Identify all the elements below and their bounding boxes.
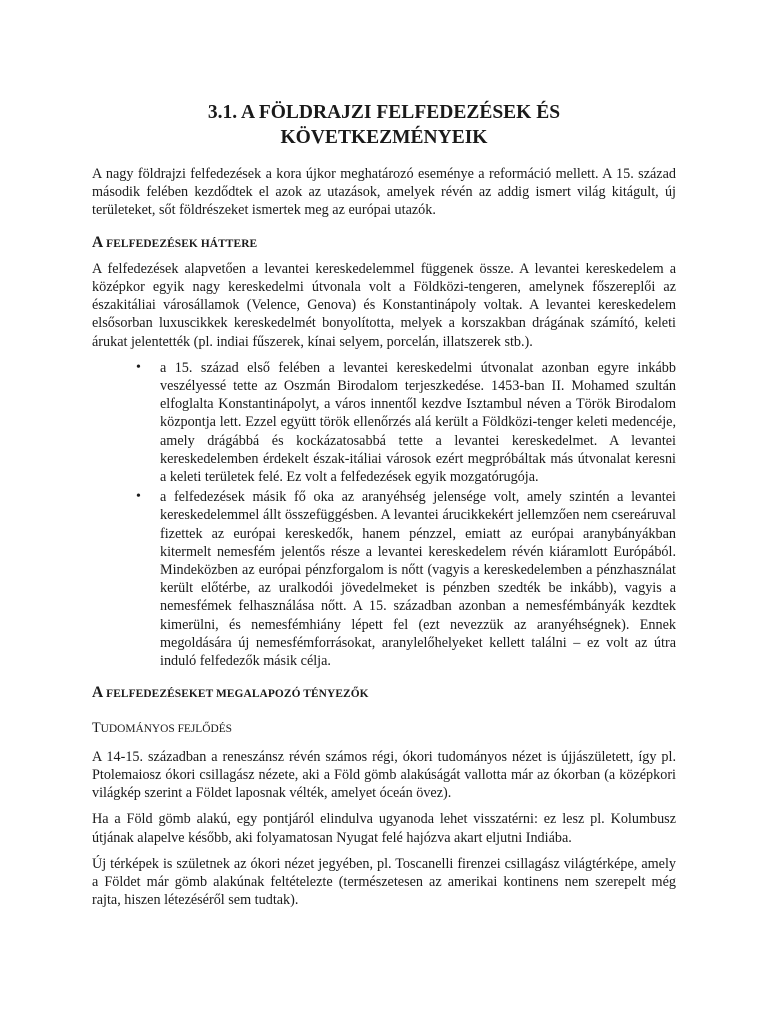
intro-paragraph: A nagy földrajzi felfedezések a kora újkor meghatározó eseménye a reformáció mellett. A 15. század második felében kezdődtek el azok az utazások, amelyek révén az addig ismert világ kitágult, új területeket, sőt földrészeket ismertek meg az európai utazók.	[92, 166, 676, 219]
background-paragraph: A felfedezések alapvetően a levantei kereskedelemmel függenek össze. A levantei kereskedelem a középkor egyik nagy kereskedelmi útvonala volt a Földközi-tengeren, amelynek főszereplői az északitáliai városállamok (Velence, Genova) és Konstantinápoly voltak. A levantei kereskedelem elsősorban luxuscikkek kereskedelmét bonyolította, melyek a korszakban drágának számító, keleti árukat jelentették (pl. indiai fűszerek, kínai selyem, porcelán, illatszerek stb.).	[92, 260, 676, 350]
page-title	[92, 100, 676, 150]
causes-list	[92, 359, 676, 670]
science-paragraph-2: Ha a Föld gömb alakú, egy pontjáról elindulva ugyanoda lehet visszatérni: ez lesz pl. Kolumbusz útjának alapelve később, aki folyamatosan Nyugat felé hajózva akart eljutni Indiába.	[92, 811, 676, 846]
document-page	[92, 100, 676, 917]
list-item	[136, 488, 676, 670]
subsection-heading-science: TUDOMÁNYOS FEJLŐDÉS	[92, 720, 232, 737]
section-heading-background: A FELFEDEZÉSEK HÁTTERE	[92, 233, 258, 251]
page-title-line-1: 3.1. A FÖLDRAJZI FELFEDEZÉSEK ÉS	[207, 102, 561, 123]
list-item-text: a felfedezések másik fő oka az aranyéhség jelensége volt, amely szintén a levantei kereskedelemmel állt összefüggésben. A levantei árucikkekért jellemzően nem csereáruval fizettek az európai kereskedők, hanem pénzzel, emiatt az európai aranybányákban kitermelt nemesfém jelentős része a levantei kereskedelem révén kiáramlott Európából. Mindeközben az európai pénzforgalom is nőtt (vagyis a kereskedelemben a pénzhasználat került előtérbe, az uralkodói jövedelmeket is pénzben szedték be inkább), vagyis a nemesfémek felhasználása nőtt. A 15. században azonban a nemesfémbányák kezdtek kimerülni, és nemesfémhiány lépett fel (ezt nevezzük az aranyéhségnek). Ennek megoldására új nemesfémforrásokat, aranylelőhelyeket kellett találni – ez volt az útra induló felfedezők másik célja.	[160, 489, 676, 670]
section-heading-factors: A FELFEDEZÉSEKET MEGALAPOZÓ TÉNYEZŐK	[92, 684, 369, 702]
list-item-text: a 15. század első felében a levantei kereskedelmi útvonalat azonban egyre inkább veszélyessé tette az Oszmán Birodalom terjeszkedése. 1453-ban II. Mohamed szultán elfoglalta Konstantinápolyt, a város innentől kezdve Isztambul néven a Török Birodalom központja lett. Ezzel együtt török ellenőrzés alá került a Földközi-tenger keleti medencéje, amely drágábbá és kockázatosabbá tette a levantei kereskedelmet. A levantei kereskedelemben érdekelt észak-itáliai városok ezért megpróbáltak más útvonalat keresni a keleti területek felé. Ez volt a felfedezések egyik mozgatórugója.	[160, 359, 676, 486]
science-paragraph-3: Új térképek is születnek az ókori nézet jegyében, pl. Toscanelli firenzei csillagász világtérképe, amely a Földet már gömb alakúnak feltételezte (természetesen az amerikai kontinens nem szerepelt még rajta, hiszen létezéséről sem tudtak).	[92, 855, 676, 909]
bullet-icon: •	[136, 359, 141, 375]
list-item	[136, 359, 676, 486]
page-title-line-2: KÖVETKEZMÉNYEIK	[280, 127, 488, 148]
science-paragraph-1: A 14-15. században a reneszánsz révén számos régi, ókori tudományos nézet is újjászületett, így pl. Ptolemaiosz ókori csillagász nézete, aki a Föld gömb alakúságát vallotta már az ókorban (a középkori világkép szerint a Földet laposnak vélték, amelyet óceán övez).	[92, 748, 676, 802]
bullet-icon: •	[136, 489, 141, 505]
